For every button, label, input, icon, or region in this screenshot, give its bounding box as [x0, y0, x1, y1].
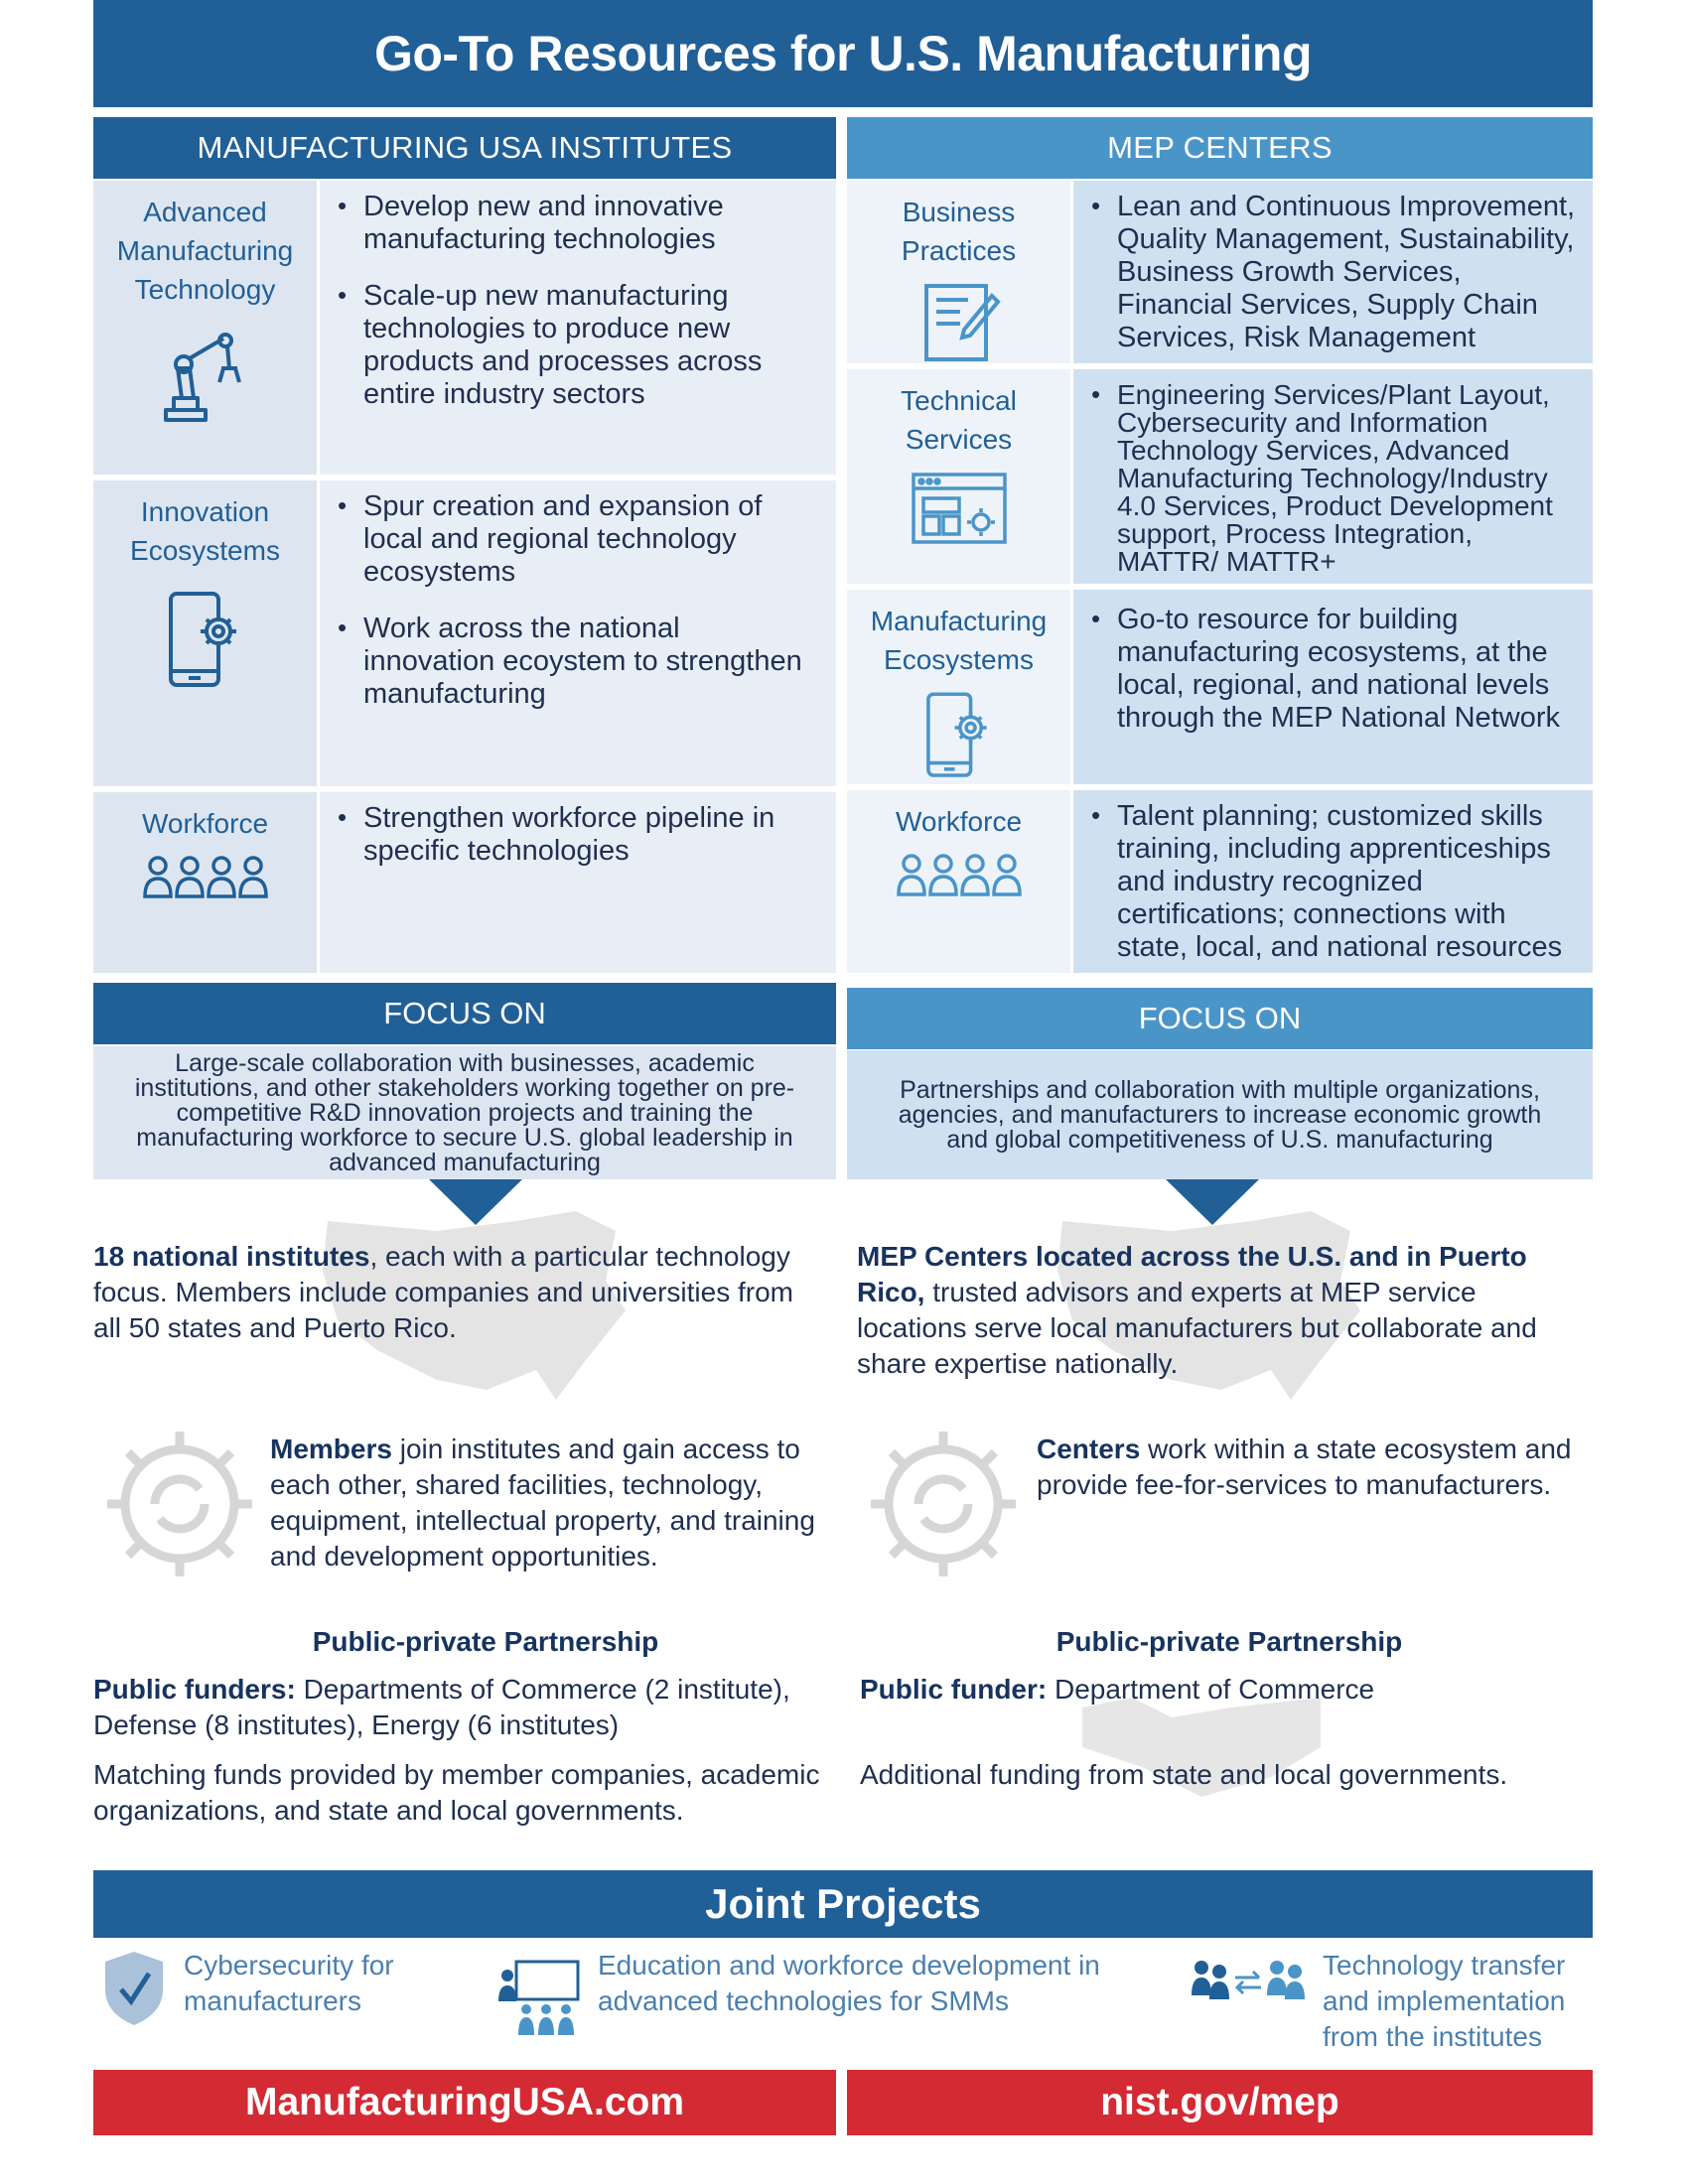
- bold-lead: Members: [270, 1433, 392, 1464]
- right-row-ecosystems-label: [847, 590, 1070, 784]
- bold-lead: 18 national institutes: [93, 1241, 370, 1272]
- bullet: • Strengthen workforce pipeline in specific technologies: [330, 802, 816, 868]
- para-text: work within a state ecosystem and provide fee-for-services to manufacturers.: [1037, 1433, 1572, 1500]
- phone-gear-icon: [161, 586, 250, 695]
- right-funders: [860, 1672, 1575, 1707]
- label-line: Manufacturing: [870, 606, 1048, 636]
- label-line: Workforce: [141, 808, 269, 839]
- joint-transfer-text: Technology transfer and implementation from the institutes: [1323, 1950, 1566, 2052]
- right-row-technical-label: [847, 369, 1070, 584]
- left-focus-header: FOCUS ON: [93, 983, 836, 1044]
- gear-cycle-icon: [95, 1420, 264, 1588]
- page-title: Go-To Resources for U.S. Manufacturing: [373, 26, 1313, 81]
- para-text: , each with a particular technology focus. Members include companies and universities from all 50 states and Puerto Rico.: [93, 1241, 793, 1343]
- phone-gear-icon: [919, 687, 999, 784]
- bold-lead: Public funder:: [860, 1674, 1048, 1705]
- left-funders: [93, 1672, 848, 1743]
- shield-check-icon: [99, 1948, 169, 2029]
- bullet: • Work across the national innovation ecoystem to strengthen manufacturing: [330, 613, 816, 711]
- label-line: Technology: [134, 274, 276, 305]
- bold-lead: Centers: [1037, 1433, 1141, 1464]
- bullet: • Go-to resource for building manufacturing ecosystems, at the local, regional, and national levels through the MEP National Network: [1083, 604, 1581, 735]
- left-focus-text: Large-scale collaboration with businesses, academic institutions, and other stakeholders working together on pre-competitive R&D innovation projects and training the manufacturing workforce to secure U.S. global leadership in advanced manufacturing: [93, 1046, 836, 1179]
- right-row-business-label: [847, 181, 1070, 363]
- para-text: join institutes and gain access to each other, shared facilities, technology, equipment, intellectual property, and training and development opportunities.: [270, 1433, 815, 1571]
- right-row-workforce-body: [1073, 790, 1593, 973]
- para-text: Departments of Commerce (2 institute), Defense (8 institutes), Energy (6 institutes): [93, 1674, 790, 1740]
- right-focus-header: FOCUS ON: [847, 988, 1593, 1049]
- people-icon: [141, 853, 270, 902]
- left-row-workforce-label: [93, 792, 317, 973]
- label-line: Ecosystems: [130, 535, 280, 566]
- right-row-technical-body: [1073, 369, 1593, 584]
- right-focus-text: Partnerships and collaboration with multiple organizations, agencies, and manufacturers to increase economic growth and global competitiveness of U.S. manufacturing: [847, 1050, 1593, 1179]
- joint-cyber-text: Cybersecurity for manufacturers: [184, 1950, 394, 2016]
- para-text: trusted advisors and experts at MEP service locations serve local manufacturers but collaborate and share expertise nationally.: [857, 1277, 1537, 1379]
- left-row-innovation-body: [320, 480, 836, 786]
- label-line: Practices: [901, 235, 1017, 266]
- right-ppp-heading: Public-private Partnership: [1055, 1626, 1403, 1657]
- bold-lead: MEP Centers located across the U.S. and in Puerto Rico,: [857, 1241, 1527, 1307]
- institutes-header: MANUFACTURING USA INSTITUTES: [93, 117, 836, 179]
- bullet: • Scale-up new manufacturing technologies to produce new products and processes across entire industry sectors: [330, 280, 816, 411]
- bullet: • Spur creation and expansion of local and regional technology ecosystems: [330, 490, 816, 589]
- left-para-members: [270, 1432, 836, 1574]
- left-row-amt-body: [320, 181, 836, 475]
- left-row-workforce-body: [320, 792, 836, 973]
- bold-lead: Public funders:: [93, 1674, 296, 1705]
- document-pen-icon: [914, 280, 1004, 363]
- bullet: • Lean and Continuous Improvement, Quality Management, Sustainability, Business Growth Services, Financial Services, Supply Chain Services, Risk Management: [1083, 191, 1581, 354]
- classroom-icon: [498, 1958, 584, 2037]
- gear-cycle-icon: [859, 1420, 1028, 1588]
- people-icon: [895, 851, 1024, 900]
- left-row-amt-label: [93, 181, 317, 475]
- browser-gear-icon: [910, 471, 1009, 546]
- label-line: Innovation: [140, 496, 270, 527]
- right-row-workforce-label: [847, 790, 1070, 973]
- mep-header: MEP CENTERS: [847, 117, 1593, 179]
- label-line: Ecosystems: [884, 644, 1034, 675]
- label-line: Technical: [901, 385, 1017, 416]
- joint-projects-header: Joint Projects: [93, 1870, 1593, 1938]
- joint-education-text: Education and workforce development in advanced technologies for SMMs: [598, 1950, 1100, 2016]
- bullet: • Engineering Services/Plant Layout, Cybersecurity and Information Technology Services, Advanced Manufacturing Technology/Industry 4.0 Services, Product Development support, Process Integration, MATTR/ MATTR+: [1083, 381, 1581, 576]
- label-line: Services: [905, 424, 1013, 455]
- title-bar: [93, 0, 1593, 107]
- people-exchange-icon: [1190, 1956, 1307, 2005]
- manufacturingusa-link[interactable]: ManufacturingUSA.com: [93, 2070, 836, 2135]
- right-additional: Additional funding from state and local governments.: [860, 1759, 1508, 1790]
- nist-mep-link[interactable]: nist.gov/mep: [847, 2070, 1593, 2135]
- right-para-mep: [857, 1239, 1592, 1382]
- label-line: Business: [902, 197, 1016, 227]
- bullet: • Develop new and innovative manufacturing technologies: [330, 191, 816, 256]
- bullet: • Talent planning; customized skills training, including apprenticeships and industry recognized certifications; connections with state, local, and national resources: [1083, 800, 1581, 964]
- right-para-centers: [1037, 1432, 1573, 1503]
- left-matching: Matching funds provided by member companies, academic organizations, and state and local governments.: [93, 1759, 820, 1826]
- left-ppp-heading: Public-private Partnership: [312, 1626, 659, 1657]
- robot-arm-icon: [156, 329, 255, 428]
- right-row-business-body: [1073, 181, 1593, 363]
- label-line: Manufacturing: [116, 235, 294, 266]
- left-row-innovation-label: [93, 480, 317, 786]
- left-para-institutes: [93, 1239, 808, 1346]
- label-line: Advanced: [143, 197, 267, 227]
- right-row-ecosystems-body: [1073, 590, 1593, 784]
- label-line: Workforce: [895, 806, 1023, 837]
- para-text: Department of Commerce: [1047, 1674, 1375, 1705]
